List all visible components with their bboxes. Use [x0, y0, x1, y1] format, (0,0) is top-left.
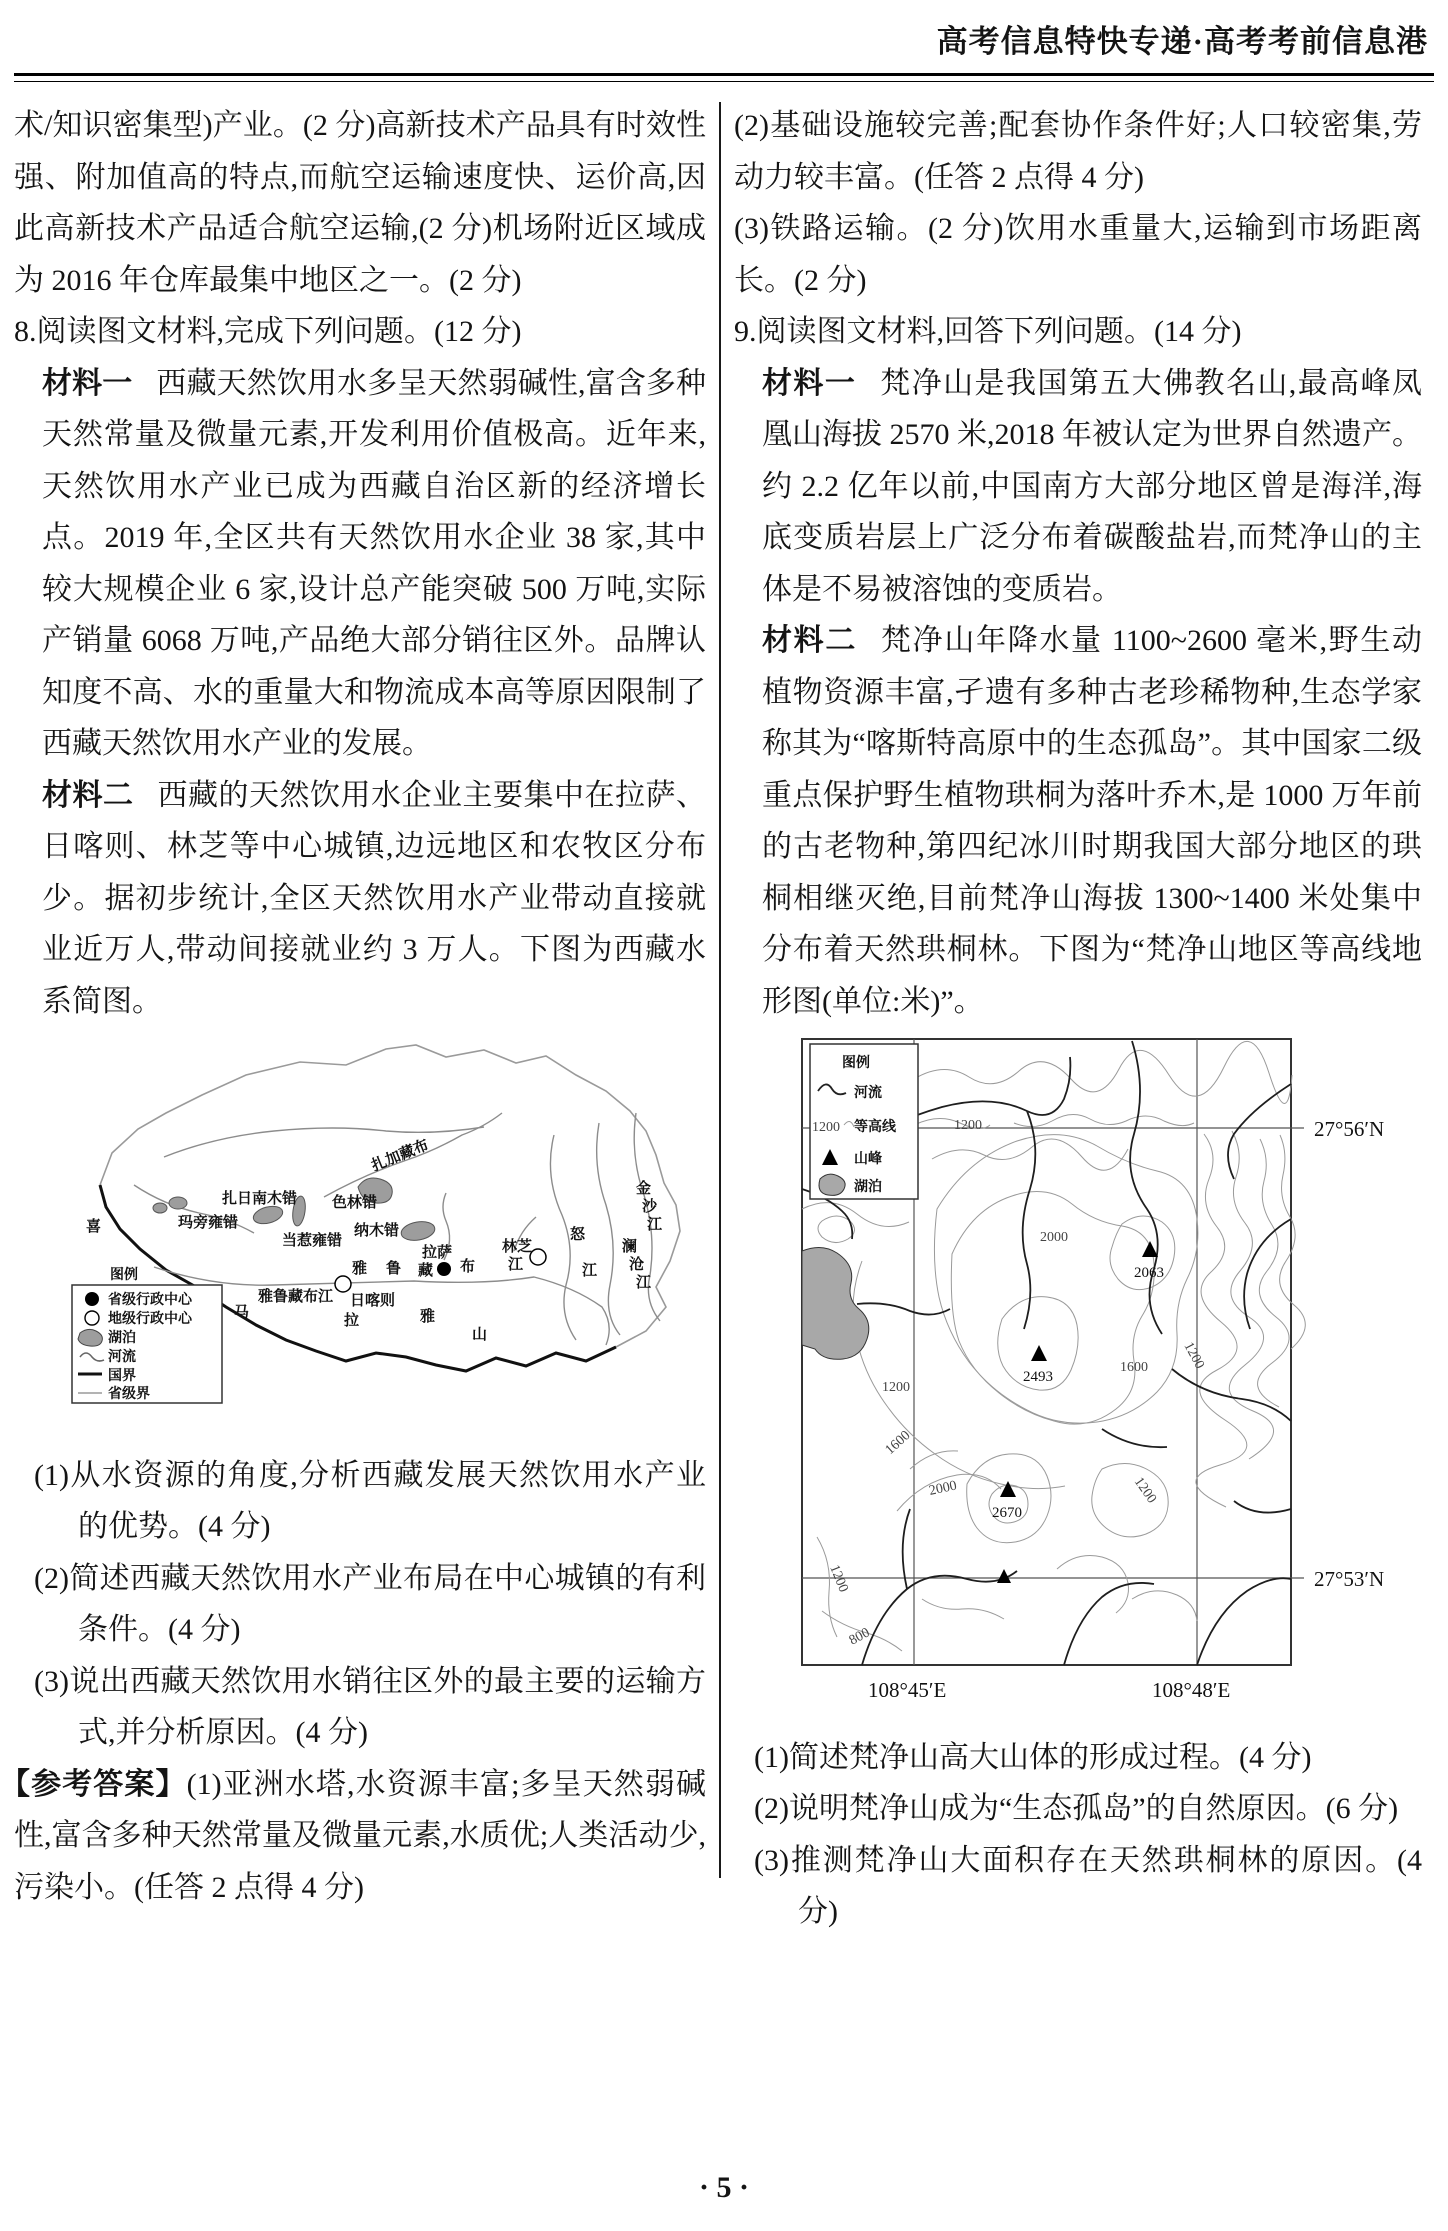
lat-label-bottom: 27°53′N — [1314, 1567, 1385, 1591]
contour-legend-title: 图例 — [842, 1056, 870, 1071]
tibet-legend-item-2: 湖泊 — [108, 1331, 136, 1346]
contour-map-legend — [810, 1044, 918, 1199]
question-8-heading: 8.阅读图文材料,完成下列问题。(12 分) — [14, 315, 522, 348]
river-char-nujiang: 江 — [582, 1263, 598, 1279]
lon-label-left: 108°45′E — [868, 1678, 947, 1702]
material-2-paragraph-q9 — [762, 615, 1422, 1027]
right-column — [734, 100, 1422, 1938]
q9-sub2: (2)说明梵净山成为“生态孤岛”的自然原因。(6 分) — [754, 1792, 1399, 1825]
river-char-sha: 沙 — [642, 1199, 658, 1215]
tibet-water-system-map — [14, 1035, 706, 1444]
river-char-linzhijiang: 江 — [508, 1257, 524, 1273]
q9-sub3: (3)推测梵净山大面积存在天然珙桐林的原因。(4 分) — [754, 1843, 1422, 1928]
river-char-zang: 藏 — [418, 1263, 434, 1279]
lake-label-namucuo: 纳木错 — [354, 1223, 400, 1239]
q8-sub2: (2)简述西藏天然饮用水产业布局在中心城镇的有利条件。(4 分) — [34, 1561, 706, 1646]
material-2-label: 材料二 — [42, 778, 134, 812]
q8-sub3: (3)说出西藏天然饮用水销往区外的最主要的运输方式,并分析原因。(4 分) — [34, 1664, 706, 1749]
himalaya-char-xi: 喜 — [86, 1219, 102, 1235]
contour-legend-contour: 等高线 — [854, 1120, 896, 1135]
column-divider — [719, 102, 721, 1878]
left-column — [0, 100, 707, 1938]
contour-label-1200-bottom-left: 1200 — [826, 1562, 851, 1595]
intro-paragraph: 术/知识密集型)产业。(2 分)高新技术产品具有时效性强、附加值高的特点,而航空运输速度快、运价高,因此高新技术产品适合航空运输,(2 分)机场附近区域成为 2016 年仓库最集中地区之一。(2 分) — [14, 109, 706, 297]
material-2-label-q9: 材料二 — [762, 624, 858, 657]
rikaze-city-circle — [335, 1276, 351, 1292]
lake-label-zharinanmucuo: 扎日南木错 — [222, 1191, 298, 1207]
page-number: · 5 · — [698, 2171, 749, 2204]
river-char-jin: 金 — [636, 1181, 652, 1197]
material-1-label-q9: 材料一 — [762, 366, 857, 400]
header-rule-thick — [14, 73, 1434, 76]
material-1-paragraph — [42, 358, 706, 770]
contour-label-2000-upper: 2000 — [1040, 1230, 1068, 1245]
q9-sub1: (1)简述梵净山高大山体的形成过程。(4 分) — [754, 1740, 1312, 1774]
two-column-body — [0, 100, 1434, 1938]
river-char-lan: 澜 — [622, 1239, 638, 1255]
material-2-paragraph — [42, 770, 706, 1028]
himalaya-char-ya2: 雅 — [420, 1309, 436, 1325]
contour-map-svg — [734, 1035, 1419, 1709]
answer-3-paragraph: (3)铁路运输。(2 分)饮用水重量大,运输到市场距离长。(2 分) — [734, 212, 1422, 297]
contour-legend-river: 河流 — [854, 1086, 882, 1101]
tibet-legend-item-4: 国界 — [108, 1369, 136, 1384]
river-char-jiang1: 江 — [647, 1217, 663, 1233]
contour-legend-peak: 山峰 — [854, 1152, 882, 1167]
contour-label-800: 800 — [846, 1625, 873, 1649]
himalaya-char-shan: 山 — [472, 1327, 488, 1343]
river-label-yarlungzangbo: 雅鲁藏布江 — [258, 1289, 334, 1305]
tibet-legend-item-0: 省级行政中心 — [108, 1293, 192, 1308]
contour-label-1600-left: 1600 — [882, 1428, 914, 1458]
river-char-jiang2: 江 — [636, 1275, 652, 1291]
reference-answer-paragraph — [0, 1759, 706, 1914]
lat-label-top: 27°56′N — [1314, 1117, 1385, 1141]
peak-label-2493: 2493 — [1023, 1369, 1053, 1385]
river-char-cang: 沧 — [629, 1257, 645, 1273]
linzhi-city-circle — [530, 1249, 546, 1265]
lake-label-mapangyongcuo: 玛旁雍错 — [178, 1215, 239, 1231]
material-1-text: 西藏天然饮用水多呈天然弱碱性,富含多种天然常量及微量元素,开发利用价值极高。近年来,天然饮用水产业已成为西藏自治区新的经济增长点。2019 年,全区共有天然饮用水企业 38 家,其中较大规模企业 6 家,设计总产能突破 500 万吨,实际产销量 6068 万吨,产品绝大部分销往区外。品牌认知度不高、水的重量大和物流成本高等原因限制了西藏天然饮用水产业的发展。 — [42, 366, 707, 760]
tibet-legend-title: 图例 — [110, 1268, 138, 1283]
lasa-city-dot — [437, 1262, 451, 1276]
contour-label-1600-mid: 1600 — [1120, 1360, 1148, 1375]
contour-label-1200-lower-right: 1200 — [1130, 1474, 1160, 1507]
legend-province-capital-icon — [85, 1292, 99, 1306]
peak-label-2063: 2063 — [1134, 1265, 1164, 1281]
contour-label-2000-lower: 2000 — [927, 1478, 959, 1499]
river-char-bu: 布 — [460, 1259, 476, 1275]
material-1-text-q9: 梵净山是我国第五大佛教名山,最高峰凤凰山海拔 2570 米,2018 年被认定为世界自然遗产。约 2.2 亿年以前,中国南方大部分地区曾是海洋,海底变质岩层上广泛分布着碳酸盐岩,而梵净山的主体是不易被溶蚀的变质岩。 — [762, 366, 1423, 606]
river-char-lu: 鲁 — [386, 1261, 402, 1277]
lake-label-selincuo: 色林错 — [332, 1195, 378, 1211]
contour-legend-contour-value: 1200 — [812, 1120, 840, 1135]
material-1-label: 材料一 — [42, 366, 133, 400]
lake-label-dangreyongcuo: 当惹雍错 — [282, 1233, 343, 1249]
reference-answer-label: 【参考答案】 — [0, 1767, 187, 1801]
question-9-heading: 9.阅读图文材料,回答下列问题。(14 分) — [734, 315, 1242, 348]
himalaya-char-la: 拉 — [344, 1313, 360, 1329]
contour-label-1200-top: 1200 — [954, 1118, 982, 1133]
tibet-legend-item-3: 河流 — [108, 1350, 136, 1365]
river-char-nu: 怒 — [570, 1227, 586, 1243]
lon-label-right: 108°48′E — [1152, 1678, 1231, 1702]
fanjingshan-contour-map — [734, 1035, 1422, 1726]
peak-label-2670: 2670 — [992, 1505, 1022, 1521]
himalaya-char-ma: 马 — [234, 1305, 250, 1321]
legend-prefecture-capital-icon — [85, 1311, 99, 1325]
contour-label-1200-right: 1200 — [1180, 1339, 1207, 1372]
reference-answer-text: (1)亚洲水塔,水资源丰富;多呈天然弱碱性,富含多种天然常量及微量元素,水质优;人类活动少,污染小。(任答 2 点得 4 分) — [14, 1767, 706, 1904]
page-header-title: 高考信息特快专递·高考考前信息港 — [936, 24, 1428, 59]
city-label-rikaze: 日喀则 — [350, 1293, 396, 1309]
river-label-zhajiazangbu: 扎加藏布 — [369, 1137, 432, 1175]
header-rule-thin — [14, 81, 1434, 82]
contour-label-1200-left: 1200 — [882, 1380, 910, 1395]
tibet-map-svg — [14, 1035, 702, 1427]
river-char-ya: 雅 — [352, 1261, 368, 1277]
material-2-text-q9: 梵净山年降水量 1100~2600 毫米,野生动植物资源丰富,孑遗有多种古老珍稀物种,生态学家称其为“喀斯特高原中的生态孤岛”。其中国家二级重点保护野生植物珙桐为落叶乔木,是 1000 万年前的古老物种,第四纪冰川时期我国大部分地区的珙桐相继灭绝,目前梵净山海拔 1300~1400 米处集中分布着天然珙桐林。下图为“梵净山地区等高线地形图(单位:米)”。 — [762, 624, 1423, 1018]
answer-2-paragraph: (2)基础设施较完善;配套协作条件好;人口较密集,劳动力较丰富。(任答 2 点得 4 分) — [734, 109, 1422, 194]
material-2-text: 西藏的天然饮用水企业主要集中在拉萨、日喀则、林芝等中心城镇,边远地区和农牧区分布少。据初步统计,全区天然饮用水产业带动直接就业近万人,带动间接就业约 3 万人。下图为西藏水系简图。 — [42, 778, 706, 1018]
contour-legend-lake: 湖泊 — [854, 1180, 882, 1195]
tibet-legend-item-1: 地级行政中心 — [108, 1312, 192, 1327]
tibet-legend-item-5: 省级界 — [108, 1387, 150, 1402]
q8-sub1: (1)从水资源的角度,分析西藏发展天然饮用水产业的优势。(4 分) — [34, 1458, 706, 1543]
material-1-paragraph-q9 — [762, 358, 1422, 616]
city-label-lasa: 拉萨 — [422, 1245, 453, 1261]
city-label-linzhi: 林芝 — [502, 1239, 533, 1255]
